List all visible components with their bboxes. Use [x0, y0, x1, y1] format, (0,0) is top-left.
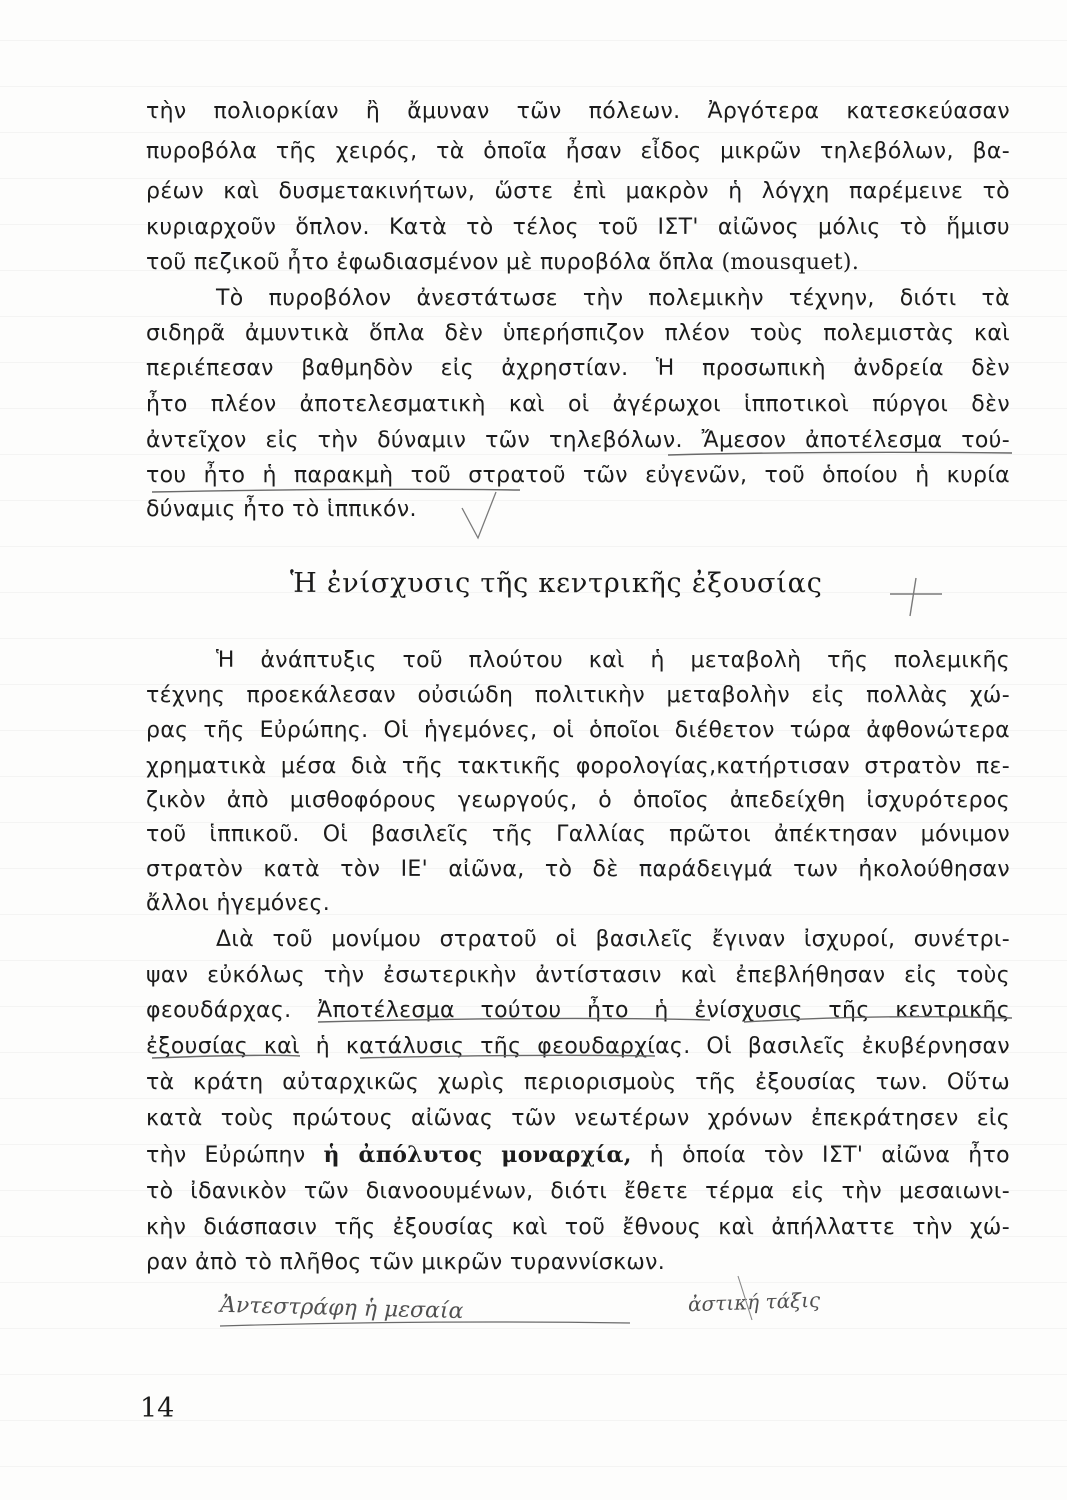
text-line: κὴν διάσπασιν τῆς ἐξουσίας καὶ τοῦ ἔθνους καὶ ἀπήλλαττε τὴν χώ-	[146, 1215, 1010, 1240]
section-heading: Ἡ ἐνίσχυσις τῆς κεντρικῆς ἐξουσίας	[290, 568, 823, 599]
text-line: σιδηρᾶ ἀμυντικὰ ὅπλα δὲν ὑπερήσπιζον πλέον τοὺς πολεμιστὰς καὶ	[146, 321, 1010, 346]
text-line: τὰ κράτη αὐταρχικῶς χωρὶς περιορισμοὺς τῆς ἐξουσίας των. Οὕτω	[146, 1070, 1010, 1095]
pencil-cross	[890, 578, 942, 616]
latin-term: (mousquet).	[721, 250, 860, 275]
page-number: 14	[140, 1393, 175, 1424]
text-line: τοῦ ἱππικοῦ. Οἱ βασιλεῖς τῆς Γαλλίας πρῶτοι ἀπέκτησαν μόνιμον	[146, 822, 1010, 847]
text-line: στρατὸν κατὰ τὸν ΙΕ' αἰῶνα, τὸ δὲ παράδειγμά των ἠκολούθησαν	[146, 857, 1010, 882]
handwritten-note: Ἀντεστράφη ἡ μεσαία	[219, 1292, 464, 1325]
text-line: ἐξουσίας καὶ ἡ κατάλυσις τῆς φεουδαρχίας. Οἱ βασιλεῖς ἐκυβέρνησαν	[146, 1034, 1010, 1059]
text-line: Τὸ πυροβόλον ἀνεστάτωσε τὴν πολεμικὴν τέχνην, διότι τὰ	[216, 286, 1010, 311]
text-line: ἦτο πλέον ἀποτελεσματικὴ καὶ οἱ ἀγέρωχοι ἱπποτικοὶ πύργοι δὲν	[146, 392, 1010, 417]
text-line: τέχνης προεκάλεσαν οὐσιώδη πολιτικὴν μεταβολὴν εἰς πολλὰς χώ-	[146, 683, 1010, 708]
text-line: ἀντεῖχον εἰς τὴν δύναμιν τῶν τηλεβόλων. Ἄμεσον ἀποτέλεσμα τού-	[146, 428, 1010, 453]
text-line: ρας τῆς Εὐρώπης. Οἱ ἡγεμόνες, οἱ ὁποῖοι διέθετον τώρα ἀφθονώτερα	[146, 718, 1010, 743]
text-line: Ἡ ἀνάπτυξις τοῦ πλούτου καὶ ἡ μεταβολὴ τῆς πολεμικῆς	[216, 648, 1010, 673]
handwritten-note: ἀστική τάξις	[687, 1287, 821, 1317]
text-line: φεουδάρχας. Ἀποτέλεσμα τούτου ἦτο ἡ ἐνίσχυσις τῆς κεντρικῆς	[146, 998, 1010, 1023]
text-line: κατὰ τοὺς πρώτους αἰῶνας τῶν νεωτέρων χρόνων ἐπεκράτησεν εἰς	[146, 1106, 1010, 1131]
text-line	[146, 248, 1010, 278]
text-span: ἡ ὁποία τὸν ΙΣΤ' αἰῶνα ἦτο	[631, 1143, 1010, 1168]
text-line: ραν ἀπὸ τὸ πλῆθος τῶν μικρῶν τυραννίσκων.	[146, 1250, 666, 1275]
text-line: περιέπεσαν βαθμηδὸν εἰς ἀχρηστίαν. Ἡ προσωπικὴ ἀνδρεία δὲν	[146, 356, 1010, 381]
text-line: δύναμις ἦτο τὸ ἱππικόν.	[146, 497, 417, 522]
text-line: χρηματικὰ μέσα διὰ τῆς τακτικῆς φορολογίας,κατήρτισαν στρατὸν πε-	[146, 754, 1010, 779]
text-line: ρέων καὶ δυσμετακινήτων, ὥστε ἐπὶ μακρὸν ἡ λόγχη παρέμεινε τὸ	[146, 179, 1010, 204]
text-line: πυροβόλα τῆς χειρός, τὰ ὁποῖα ἦσαν εἶδος μικρῶν τηλεβόλων, βα-	[146, 139, 1010, 164]
text-line: τὴν πολιορκίαν ἢ ἄμυναν τῶν πόλεων. Ἀργότερα κατεσκεύασαν	[146, 99, 1010, 124]
text-line: ἄλλοι ἡγεμόνες.	[146, 891, 331, 916]
text-line: Διὰ τοῦ μονίμου στρατοῦ οἱ βασιλεῖς ἔγιναν ἰσχυροί, συνέτρι-	[216, 927, 1010, 952]
bold-term: ἡ ἀπόλυτος μοναρχία,	[323, 1142, 632, 1168]
text-span: τὴν Εὐρώπην	[146, 1143, 324, 1168]
text-span: τοῦ πεζικοῦ ἦτο ἐφωδιασμένον μὲ πυροβόλα ὅπλα	[146, 250, 722, 275]
text-line: του ἦτο ἡ παρακμὴ τοῦ στρατοῦ τῶν εὐγενῶν, τοῦ ὁποίου ἡ κυρία	[146, 463, 1010, 488]
text-line: τὸ ἰδανικὸν τῶν διανοουμένων, διότι ἔθετε τέρμα εἰς τὴν μεσαιωνι-	[146, 1179, 1010, 1204]
text-line: κυριαρχοῦν ὅπλον. Κατὰ τὸ τέλος τοῦ ΙΣΤ' αἰῶνος μόλις τὸ ἥμισυ	[146, 215, 1010, 240]
text-line	[146, 1140, 1010, 1171]
text-line: ζικὸν ἀπὸ μισθοφόρους γεωργούς, ὁ ὁποῖος ἀπεδείχθη ἰσχυρότερος	[146, 788, 1010, 813]
text-line: ψαν εὐκόλως τὴν ἐσωτερικὴν ἀντίστασιν καὶ ἐπεβλήθησαν εἰς τοὺς	[146, 963, 1010, 988]
